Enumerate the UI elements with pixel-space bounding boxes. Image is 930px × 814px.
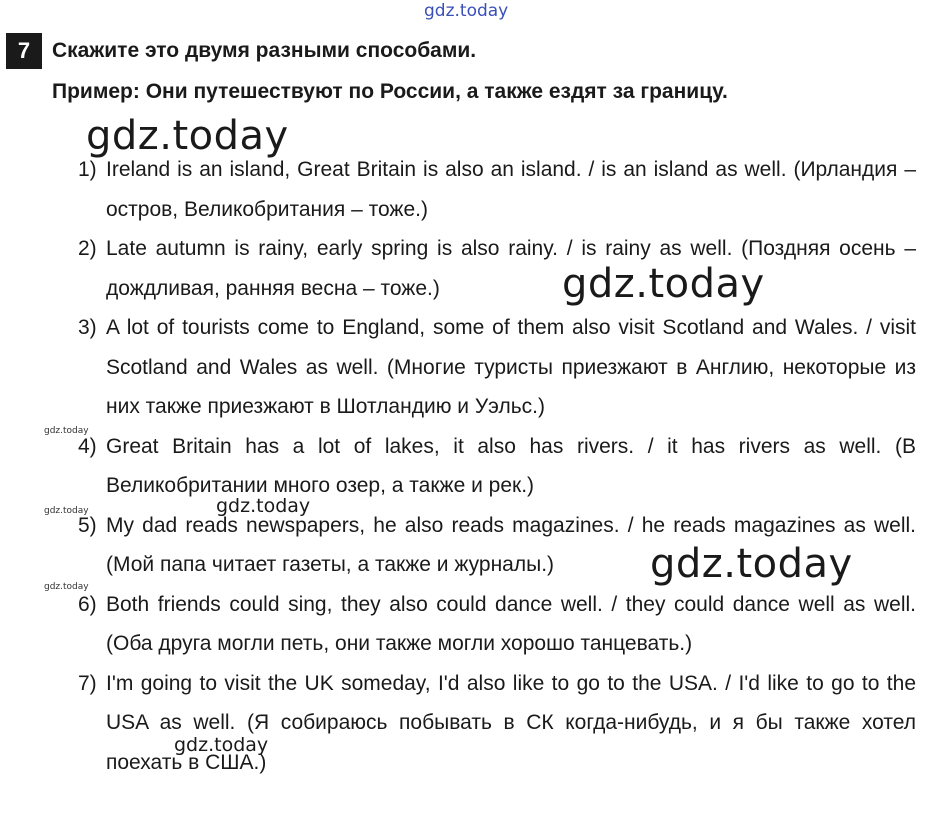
watermark-medium: gdz.today [216,495,311,517]
watermark-small: gdz.today [44,506,89,516]
answer-text: My dad reads newspapers, he also reads magazines. / he reads magazines as well. (Мой папа читает газеты, а также и журналы.) [106,513,916,576]
watermark-small: gdz.today [44,426,89,436]
task-title: Скажите это двумя разными способами. [52,39,477,62]
answer-number: 5) [78,513,97,537]
watermark-large: gdz.today [650,541,853,587]
answer-text: Both friends could sing, they also could dance well. / they could dance well as well. (Оба друга могли петь, они также могли хорошо танцевать.) [106,592,916,655]
answer-item-6 [76,585,916,664]
answer-number: 6) [78,592,97,616]
answer-number: 2) [78,237,97,260]
watermark-medium: gdz.today [174,734,269,756]
answer-text: Late autumn is rainy, early spring is also rainy. / is rainy as well. (Поздняя осень – дождливая, ранняя весна – тоже.) [106,237,916,300]
watermark-small: gdz.today [44,582,89,592]
answer-list [76,150,916,782]
answer-item-7 [76,664,916,783]
answer-number: 4) [78,434,97,458]
answer-text: I'm going to visit the UK someday, I'd also like to go to the USA. / I'd like to go to the USA as well. (Я собираюсь побывать в СК когда-нибудь, и я бы также хотел поехать в США.) [106,671,916,774]
watermark-large: gdz.today [86,113,289,159]
answer-number: 3) [78,316,97,339]
watermark-top: gdz.today [424,1,509,21]
answer-number: 7) [78,671,97,695]
answer-text: A lot of tourists come to England, some of them also visit Scotland and Wales. / visit Scotland and Wales as well. (Многие туристы приезжают в Англию, некоторые из них также приезжают в Шотландию и Уэльс.) [106,316,916,418]
answer-item-4 [76,427,916,506]
answer-item-1 [76,150,916,229]
answer-text: Great Britain has a lot of lakes, it also has rivers. / it has rivers as well. (В Великобритании много озер, а также и рек.) [106,434,916,497]
answer-number: 1) [78,158,97,181]
task-example: Пример: Они путешествуют по России, а также ездят за границу. [52,80,728,103]
answer-text: Ireland is an island, Great Britain is also an island. / is an island as well. (Ирландия – остров, Великобритания – тоже.) [106,158,916,221]
watermark-large: gdz.today [562,261,765,307]
answer-item-3 [76,308,916,427]
task-number-badge: 7 [6,33,42,69]
answer-item-2 [76,229,916,308]
